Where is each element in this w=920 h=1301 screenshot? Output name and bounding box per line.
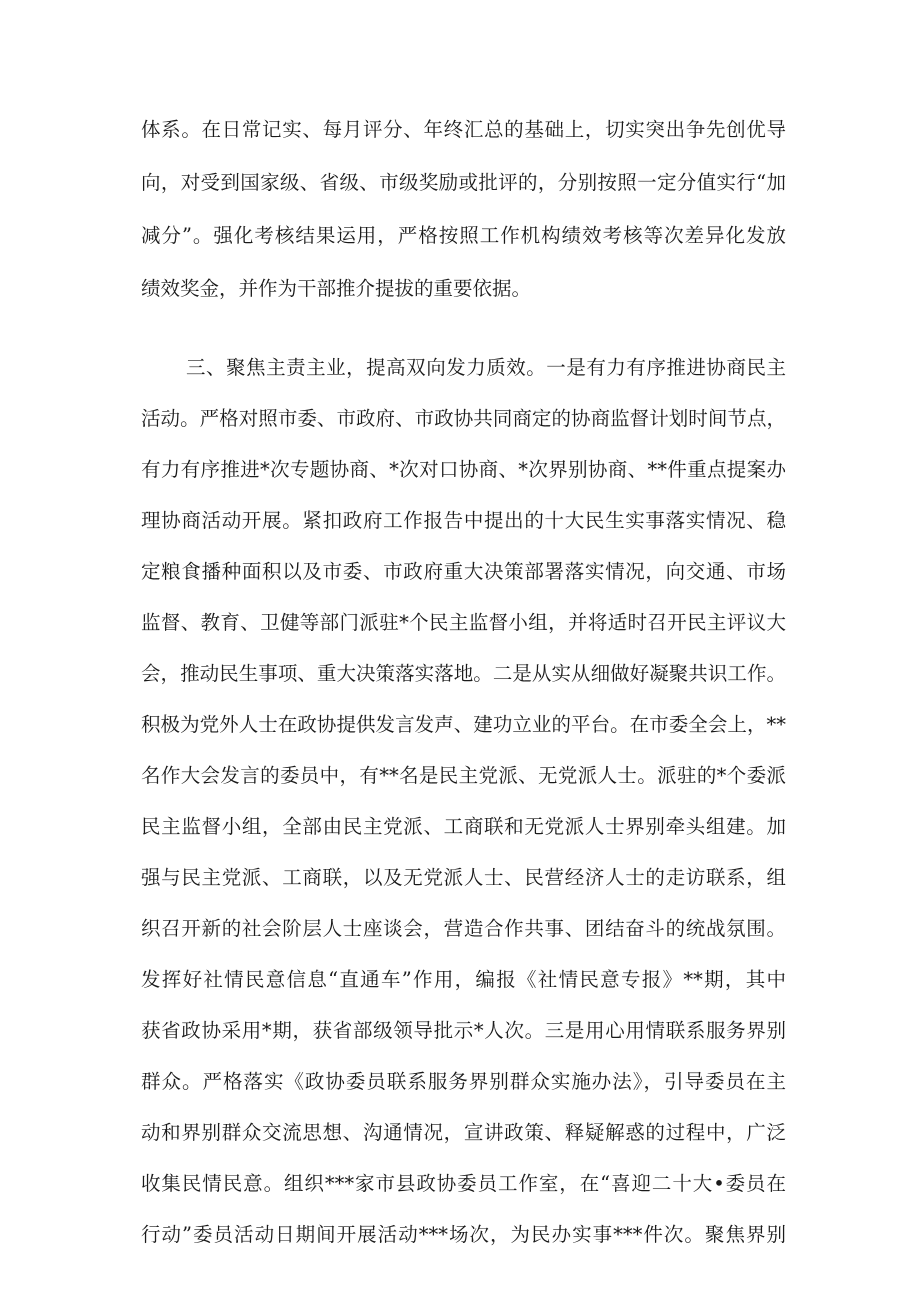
paragraph-line: 定粮食播种面积以及市委、市政府重大决策部署落实情况，向交通、市场	[141, 560, 786, 583]
paragraph-line: 向，对受到国家级、省级、市级奖励或批评的，分别按照一定分值实行“加	[141, 171, 786, 194]
paragraph-line: 行动”委员活动日期间开展活动***场次，为民办实事***件次。聚焦界别	[141, 1223, 786, 1246]
paragraph-line: 体系。在日常记实、每月评分、年终汇总的基础上，切实突出争先创优导	[141, 118, 786, 141]
paragraph-line: 减分”。强化考核结果运用，严格按照工作机构绩效考核等次差异化发放	[141, 224, 786, 247]
paragraph-line: 积极为党外人士在政协提供发言发声、建功立业的平台。在市委全会上，**	[141, 713, 786, 736]
paragraph-line: 理协商活动开展。紧扣政府工作报告中提出的十大民生实事落实情况、稳	[141, 509, 786, 532]
paragraph-line: 获省政协采用*期，获省部级领导批示*人次。三是用心用情联系服务界别	[141, 1019, 786, 1042]
paragraph-line: 动和界别群众交流思想、沟通情况，宣讲政策、释疑解惑的过程中，广泛	[141, 1121, 786, 1144]
paragraph-line: 群众。严格落实《政协委员联系服务界别群众实施办法》，引导委员在主	[141, 1070, 786, 1093]
paragraph-line: 三、聚焦主责主业，提高双向发力质效。一是有力有序推进协商民主	[186, 356, 786, 379]
paragraph-line: 民主监督小组，全部由民主党派、工商联和无党派人士界别牵头组建。加	[141, 815, 786, 838]
paragraph-line: 发挥好社情民意信息“直通车”作用，编报《社情民意专报》**期，其中	[141, 968, 786, 991]
paragraph-line: 有力有序推进*次专题协商、*次对口协商、*次界别协商、**件重点提案办	[141, 458, 786, 481]
paragraph-line: 名作大会发言的委员中，有**名是民主党派、无党派人士。派驻的*个委派	[141, 764, 786, 787]
paragraph-line: 织召开新的社会阶层人士座谈会，营造合作共事、团结奋斗的统战氛围。	[141, 917, 786, 940]
paragraph-line: 强与民主党派、工商联，以及无党派人士、民营经济人士的走访联系，组	[141, 866, 786, 889]
paragraph-line: 收集民情民意。组织***家市县政协委员工作室，在“喜迎二十大•委员在	[141, 1172, 786, 1195]
paragraph-line: 活动。严格对照市委、市政府、市政协共同商定的协商监督计划时间节点，	[141, 407, 786, 430]
paragraph-line: 监督、教育、卫健等部门派驻*个民主监督小组，并将适时召开民主评议大	[141, 611, 786, 634]
paragraph-line: 绩效奖金，并作为干部推介提拔的重要依据。	[141, 277, 532, 300]
paragraph-line: 会，推动民生事项、重大决策落实落地。二是从实从细做好凝聚共识工作。	[141, 662, 786, 685]
